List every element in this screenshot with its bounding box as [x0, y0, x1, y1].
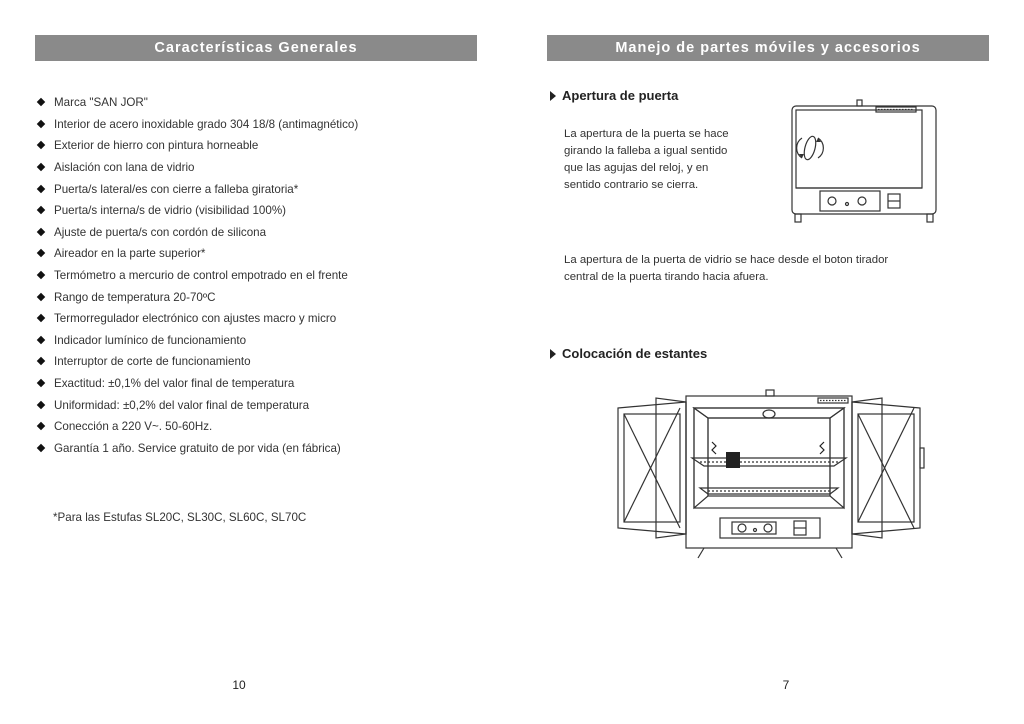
- list-item: [37, 178, 358, 200]
- feature-text: Indicador lumínico de funcionamiento: [54, 333, 247, 347]
- list-item: [37, 438, 358, 460]
- closed-oven-illustration: [790, 98, 940, 222]
- paragraph-line: que las agujas del reloj, y en: [564, 162, 709, 174]
- triangle-bullet-icon: [550, 349, 556, 359]
- feature-text: Puerta/s interna/s de vidrio (visibilidad 100%): [54, 204, 286, 218]
- diamond-bullet-icon: [37, 206, 46, 215]
- list-item: [37, 157, 358, 179]
- paragraph-line: La apertura de la puerta se hace: [564, 128, 729, 140]
- list-item: [37, 394, 358, 416]
- diamond-bullet-icon: [37, 141, 46, 150]
- feature-text: Aislación con lana de vidrio: [54, 161, 195, 175]
- open-oven-illustration: [608, 388, 928, 560]
- list-item: [37, 286, 358, 308]
- page-number: 7: [782, 678, 790, 692]
- diamond-bullet-icon: [37, 401, 46, 410]
- list-item: [37, 243, 358, 265]
- diamond-bullet-icon: [37, 228, 46, 237]
- feature-text: Termómetro a mercurio de control empotrado en el frente: [54, 269, 348, 283]
- list-item: [37, 200, 358, 222]
- diamond-bullet-icon: [37, 249, 46, 258]
- diamond-bullet-icon: [37, 314, 46, 323]
- feature-text: Marca "SAN JOR": [54, 96, 148, 110]
- feature-text: Aireador en la parte superior*: [54, 247, 206, 261]
- feature-text: Garantía 1 año. Service gratuito de por vida (en fábrica): [54, 441, 341, 455]
- feature-text: Termorregulador electrónico con ajustes macro y micro: [54, 312, 337, 326]
- list-item: [37, 373, 358, 395]
- glass-door-paragraph: [564, 252, 888, 286]
- list-item: [37, 351, 358, 373]
- door-opening-paragraph: [564, 126, 729, 194]
- diamond-bullet-icon: [37, 422, 46, 431]
- header-text: Manejo de partes móviles y accesorios: [615, 40, 921, 56]
- diamond-bullet-icon: [37, 444, 46, 453]
- section-title-shelf-placement: [550, 346, 707, 361]
- list-item: [37, 330, 358, 352]
- feature-text: Ajuste de puerta/s con cordón de silicona: [54, 225, 267, 239]
- diamond-bullet-icon: [37, 98, 46, 107]
- feature-text: Exactitud: ±0,1% del valor final de temperatura: [54, 377, 295, 391]
- feature-list: [37, 92, 358, 459]
- list-item: [37, 416, 358, 438]
- section-title-door-opening: [550, 88, 678, 103]
- diamond-bullet-icon: [37, 379, 46, 388]
- diamond-bullet-icon: [37, 336, 46, 345]
- diamond-bullet-icon: [37, 120, 46, 129]
- header-text: Características Generales: [154, 40, 358, 56]
- paragraph-line: girando la falleba a igual sentido: [564, 145, 728, 157]
- footnote: *Para las Estufas SL20C, SL30C, SL60C, SL70C: [53, 511, 307, 524]
- feature-text: Exterior de hierro con pintura horneable: [54, 139, 259, 153]
- paragraph-line: sentido contrario se cierra.: [564, 179, 699, 191]
- section-header-moving-parts: [547, 35, 989, 61]
- feature-text: Interruptor de corte de funcionamiento: [54, 355, 251, 369]
- diamond-bullet-icon: [37, 163, 46, 172]
- feature-text: Conección a 220 V~. 50-60Hz.: [54, 420, 213, 434]
- diamond-bullet-icon: [37, 357, 46, 366]
- feature-text: Uniformidad: ±0,2% del valor final de temperatura: [54, 398, 310, 412]
- list-item: [37, 135, 358, 157]
- list-item: [37, 265, 358, 287]
- diamond-bullet-icon: [37, 271, 46, 280]
- diamond-bullet-icon: [37, 185, 46, 194]
- section-title-text: Apertura de puerta: [562, 88, 679, 103]
- triangle-bullet-icon: [550, 91, 556, 101]
- list-item: [37, 92, 358, 114]
- list-item: [37, 114, 358, 136]
- list-item: [37, 222, 358, 244]
- paragraph-line: central de la puerta tirando hacia afuera.: [564, 271, 769, 283]
- section-title-text: Colocación de estantes: [562, 346, 708, 361]
- paragraph-line: La apertura de la puerta de vidrio se hace desde el boton tirador: [564, 254, 889, 266]
- page-number: 10: [232, 678, 246, 692]
- feature-text: Rango de temperatura 20-70ºC: [54, 290, 216, 304]
- list-item: [37, 308, 358, 330]
- diamond-bullet-icon: [37, 293, 46, 302]
- feature-text: Puerta/s lateral/es con cierre a falleba giratoria*: [54, 182, 299, 196]
- feature-text: Interior de acero inoxidable grado 304 18/8 (antimagnético): [54, 117, 359, 131]
- right-page: [512, 0, 1024, 724]
- section-header-general-features: [35, 35, 477, 61]
